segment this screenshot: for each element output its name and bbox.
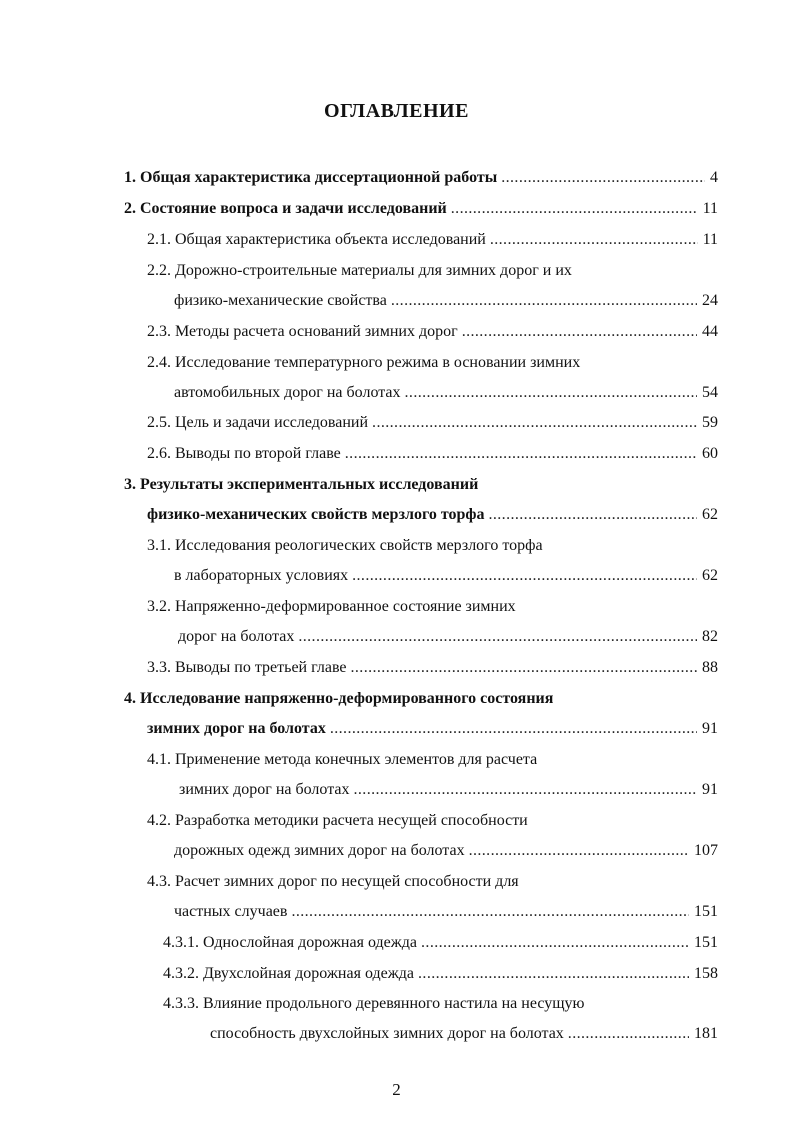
dot-leader	[418, 964, 689, 984]
toc-entry-title: 4.3.1. Однослойная дорожная одежда	[163, 934, 418, 951]
toc-entry-title: 2. Состояние вопроса и задачи исследований	[124, 200, 447, 217]
toc-entry-title: 2.6. Выводы по второй главе	[147, 445, 341, 462]
toc-page-number: 4	[710, 169, 718, 186]
toc-entry-title-line: 4. Исследование напряженно-деформированного состояния	[124, 690, 554, 707]
toc-page-number: 24	[702, 292, 718, 309]
dot-leader	[421, 933, 689, 953]
toc-entry	[179, 780, 718, 800]
toc-entry-title-line: 4.3. Расчет зимних дорог по несущей способности для	[147, 873, 519, 890]
toc-entry	[147, 505, 718, 525]
toc-page-number: 151	[694, 934, 718, 951]
dot-leader	[330, 719, 697, 739]
toc-page-number: 54	[702, 384, 718, 401]
toc-entry-title-line: 4.1. Применение метода конечных элементов для расчета	[147, 751, 538, 768]
dot-leader	[291, 902, 689, 922]
toc-entry	[147, 230, 718, 250]
toc-page-number: 181	[694, 1025, 718, 1042]
toc-page-number: 88	[702, 659, 718, 676]
dot-leader	[469, 841, 689, 861]
toc-entry	[210, 1024, 718, 1044]
toc-entry-title: 4.3.2. Двухслойная дорожная одежда	[163, 965, 415, 982]
toc-page-number: 62	[702, 567, 718, 584]
toc-page-number: 44	[702, 323, 718, 340]
toc-entry-title-line: 2.2. Дорожно-строительные материалы для зимних дорог и их	[147, 262, 572, 279]
toc-entry-title: автомобильных дорог на болотах	[174, 384, 401, 401]
toc-entry	[147, 658, 718, 678]
toc-entry-title: способность двухслойных зимних дорог на болотах	[210, 1025, 564, 1042]
toc-entry-title: дорожных одежд зимних дорог на болотах	[174, 842, 465, 859]
dot-leader	[568, 1024, 689, 1044]
dot-leader	[391, 291, 697, 311]
page-number: 2	[392, 1080, 401, 1099]
toc-entry-title-line: 4.2. Разработка методики расчета несущей способности	[147, 812, 528, 829]
toc-entry-title-line: 3. Результаты экспериментальных исследований	[124, 476, 479, 493]
dot-leader	[488, 505, 697, 525]
dot-leader	[352, 566, 697, 586]
toc-entry-title-line: 3.1. Исследования реологических свойств мерзлого торфа	[147, 537, 543, 554]
toc-page-number: 62	[702, 506, 718, 523]
dot-leader	[405, 383, 697, 403]
dot-leader	[351, 658, 698, 678]
page-title: ОГЛАВЛЕНИЕ	[324, 100, 469, 122]
toc-entry	[178, 627, 718, 647]
toc-entry-title: зимних дорог на болотах	[179, 781, 350, 798]
toc-page-number: 91	[702, 781, 718, 798]
toc-entry	[163, 933, 718, 953]
toc-entry-title: дорог на болотах	[178, 628, 295, 645]
toc-page-number: 158	[694, 965, 718, 982]
toc-entry-title-line: 2.4. Исследование температурного режима в основании зимних	[147, 354, 581, 371]
toc-entry-title: 2.3. Методы расчета оснований зимних дорог	[147, 323, 458, 340]
toc-page-number: 107	[694, 842, 718, 859]
toc-entry	[174, 566, 718, 586]
toc-entry-title: зимних дорог на болотах	[147, 720, 326, 737]
toc-entry	[174, 841, 718, 861]
toc-page-number: 11	[702, 231, 718, 248]
toc-entry-title: физико-механические свойства	[174, 292, 387, 309]
toc-entry	[174, 291, 718, 311]
toc-entry	[147, 719, 718, 739]
toc-entry-title: 2.5. Цель и задачи исследований	[147, 414, 369, 431]
toc-entry-title: 3.3. Выводы по третьей главе	[147, 659, 347, 676]
toc-entry	[163, 964, 718, 984]
toc-entry-title-line: 4.3.3. Влияние продольного деревянного настила на несущую	[163, 995, 585, 1012]
toc-entry	[174, 902, 718, 922]
toc-entry-title: 1. Общая характеристика диссертационной работы	[124, 169, 498, 186]
toc-page-number: 151	[694, 903, 718, 920]
toc-page-number: 82	[702, 628, 718, 645]
toc-entry	[147, 413, 718, 433]
toc-entry	[147, 322, 718, 342]
toc-page-number: 60	[702, 445, 718, 462]
dot-leader	[298, 627, 697, 647]
toc-entry	[124, 168, 718, 188]
toc-page-number: 11	[702, 200, 718, 217]
toc-entry	[147, 444, 718, 464]
toc-entry-title: в лабораторных условиях	[174, 567, 349, 584]
toc-entry	[174, 383, 718, 403]
dot-leader	[462, 322, 697, 342]
dot-leader	[354, 780, 698, 800]
dot-leader	[490, 230, 698, 250]
dot-leader	[451, 199, 698, 219]
dot-leader	[501, 168, 705, 188]
dot-leader	[345, 444, 697, 464]
toc-entry	[124, 199, 718, 219]
dot-leader	[372, 413, 697, 433]
toc-entry-title-line: 3.2. Напряженно-деформированное состояние зимних	[147, 598, 516, 615]
toc-page-number: 59	[702, 414, 718, 431]
toc-entry-title: физико-механических свойств мерзлого торфа	[147, 506, 485, 523]
toc-entry-title: частных случаев	[174, 903, 288, 920]
toc-entry-title: 2.1. Общая характеристика объекта исследований	[147, 231, 486, 248]
toc-page-number: 91	[702, 720, 718, 737]
